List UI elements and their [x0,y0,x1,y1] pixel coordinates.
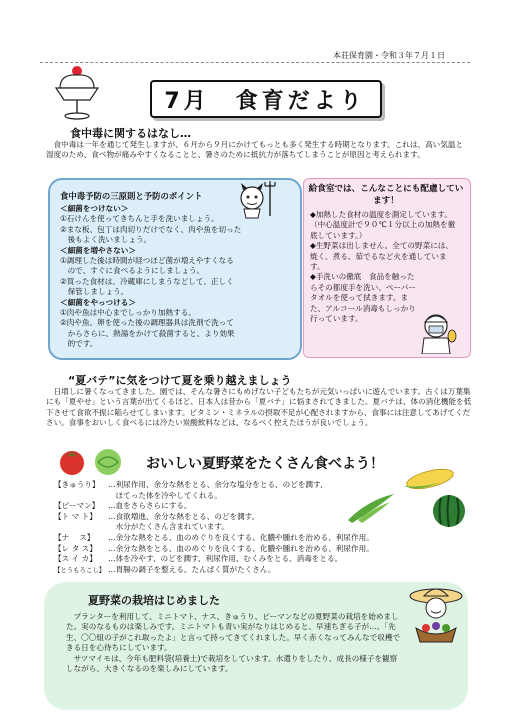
veg-name: 【ナ ス】 [54,532,95,542]
list-item: ので、すぐに食べるようにしましょう。 [60,266,205,276]
table-row [54,533,464,544]
table-row [54,480,464,491]
veg-name: 【ス イ カ】 [54,554,97,564]
list-item: ①調理した後は時間が経つほど菌が増えやすくなる [60,256,234,266]
veg-table [54,480,464,575]
prevention-box-title: 食中毒予防の三原則と予防のポイント [60,191,203,201]
list-item: 保管しましょう。 [60,287,129,297]
tomato-icon [56,447,132,477]
header-info: 本荘保育園・令和３年７月１日 [333,51,445,60]
veg-desc: …余分な熱をとる、血のめぐりを良くする、化膿や腫れを治める、利尿作用。 [108,532,374,542]
table-row [54,491,464,502]
veg-desc: …血をさらさらにする。 [108,501,192,511]
kitchen-list [310,210,460,324]
nurse-icon [415,310,457,354]
list-item: ◆加熱した食材の温度を測定しています。（中心温度計で９０℃１分以上の加熱を徹底しています。） [310,210,456,240]
list-item: ②買った食材は、冷蔵庫にしまうなどして、正しく [60,276,234,286]
veg-name: 【とうもろこし】 [54,565,106,574]
veg-name: 【ピーマン】 [54,501,100,511]
header-divider [40,62,470,63]
table-row [54,544,464,555]
veg-name [54,522,108,533]
table-row [54,501,464,512]
veg-name [54,491,108,502]
kitchen-box-title: 給食室では、こんなことにも配慮しています！ [308,184,464,206]
list-item: 後もよく洗いましょう。 [60,235,152,245]
list-item: ＜細菌を増やさない＞ [60,245,136,255]
section-food-poisoning-title: 食中毒に関するはなし… [70,127,191,140]
list-item: ＜細菌をやっつける＞ [60,297,136,307]
table-row [54,554,464,565]
veg-desc: …体を冷やす、のどを潤す、利尿作用、むくみをとる、消毒をとる。 [108,554,343,564]
section-summer-fatigue-body: 日増しに暑くなってきました。園では、そんな暑さにもめげない子どもたちが元気いっぱいに遊んでいます。古くは万葉集にも「夏やせ」という言葉が出てくるほど、日本人は昔から「夏バテ」に悩まされてきました。夏バテは、体の消化機能を低下させて食欲不振に陥らせてしまいます。ビタミン・ミネラルの摂取不足が心配されますから、食事には注意してあげてください。食事をおいしく食べるには冷たい炭酸飲料などは、なるべく控えたほうが良いでしょう。 [46,387,472,428]
veg-desc: …食欲増進、余分な熱をとる、のどを潤す。 [108,511,260,521]
table-row [54,512,464,523]
farmer-icon [406,582,466,652]
veg-desc: …利尿作用、余分な熱をとる、余分な塩分をとる、のどを潤す、 [108,480,328,489]
page-title: 7月 食育だより [164,89,366,114]
list-item: からさらに、熱湯をかけて殺菌すると、より効果 [60,328,235,338]
veg-desc: …胃腸の調子を整える。たんぱく質がたくさん。 [108,564,276,574]
veg-desc: 水分がたくさん含まれています。 [108,522,229,532]
list-item: ①肉や魚は中心までしっかり加熱する。 [60,308,196,318]
growing-body: プランターを利用して、ミニトマト、ナス、きゅうり、ピーマンなどの夏野菜の栽培を始めました。実のなるものは楽しみです。ミニトマトも青い実がなりはじめると、早速ちぎる子が…。「先生、〇〇組の子がこれ取ったよ」と言って持ってきてくれました。早く赤くなってみんなで収穫できる日を心待ちにしています。 サツマイモは、今年も肥料袋(培養土)で栽培をしています。水遣りをしたり、成長の様子を観察しながら、大きくなるのを楽しみにしています。 [66,612,401,674]
sundae-icon [52,64,102,122]
table-row [54,522,464,533]
veg-name: 【レ タ ス】 [54,543,97,553]
section-summer-fatigue-title: “夏バテ”に気をつけて夏を乗り越えましょう [68,374,292,387]
veg-desc: ほてった体を冷やしてくれる。 [108,490,222,500]
list-item: ◆手洗いの徹底 食品を触ったらその都度手を洗い、ペーパータオルを使って拭きます。また、アルコール消毒もしっかり行っています。 [310,272,416,324]
prevention-list [60,204,288,350]
veg-name: 【ト マ ト】 [54,511,97,521]
veg-desc: …余分な熱をとる、血のめぐりを良くする、化膿や腫れを治める、利尿作用。 [108,543,374,553]
summer-veg-title: おいしい夏野菜をたくさん食べよう！ [146,456,384,472]
section-food-poisoning-body: 食中毒は一年を通じて発生しますが、６月から９月にかけてもっとも多く発生する時期となります。これは、高い気温と湿度のため、食べ物が痛みやすくなることと、暑さのために抵抗力が落ちてしまうことが原因と考えられます。 [46,140,464,160]
growing-title: 夏野菜の栽培はじめました [88,594,220,607]
list-item: ②肉や魚、卵を使った後の調理器具は洗剤で洗って [60,318,234,328]
list-item: ◆生野菜は出しません。全ての野菜には、焼く、煮る、茹でるなど火を通しています。 [310,241,453,272]
veg-name: 【きゅうり】 [54,480,100,489]
table-row [54,565,464,576]
list-item: ①石けんを使ってきちんと手を洗いましょう。 [60,214,219,224]
list-item: ＜細菌をつけない＞ [60,204,129,213]
list-item: ②まな板、包丁は肉切りだけでなく、肉や魚を切った [60,224,242,234]
list-item: 的です。 [60,339,98,349]
